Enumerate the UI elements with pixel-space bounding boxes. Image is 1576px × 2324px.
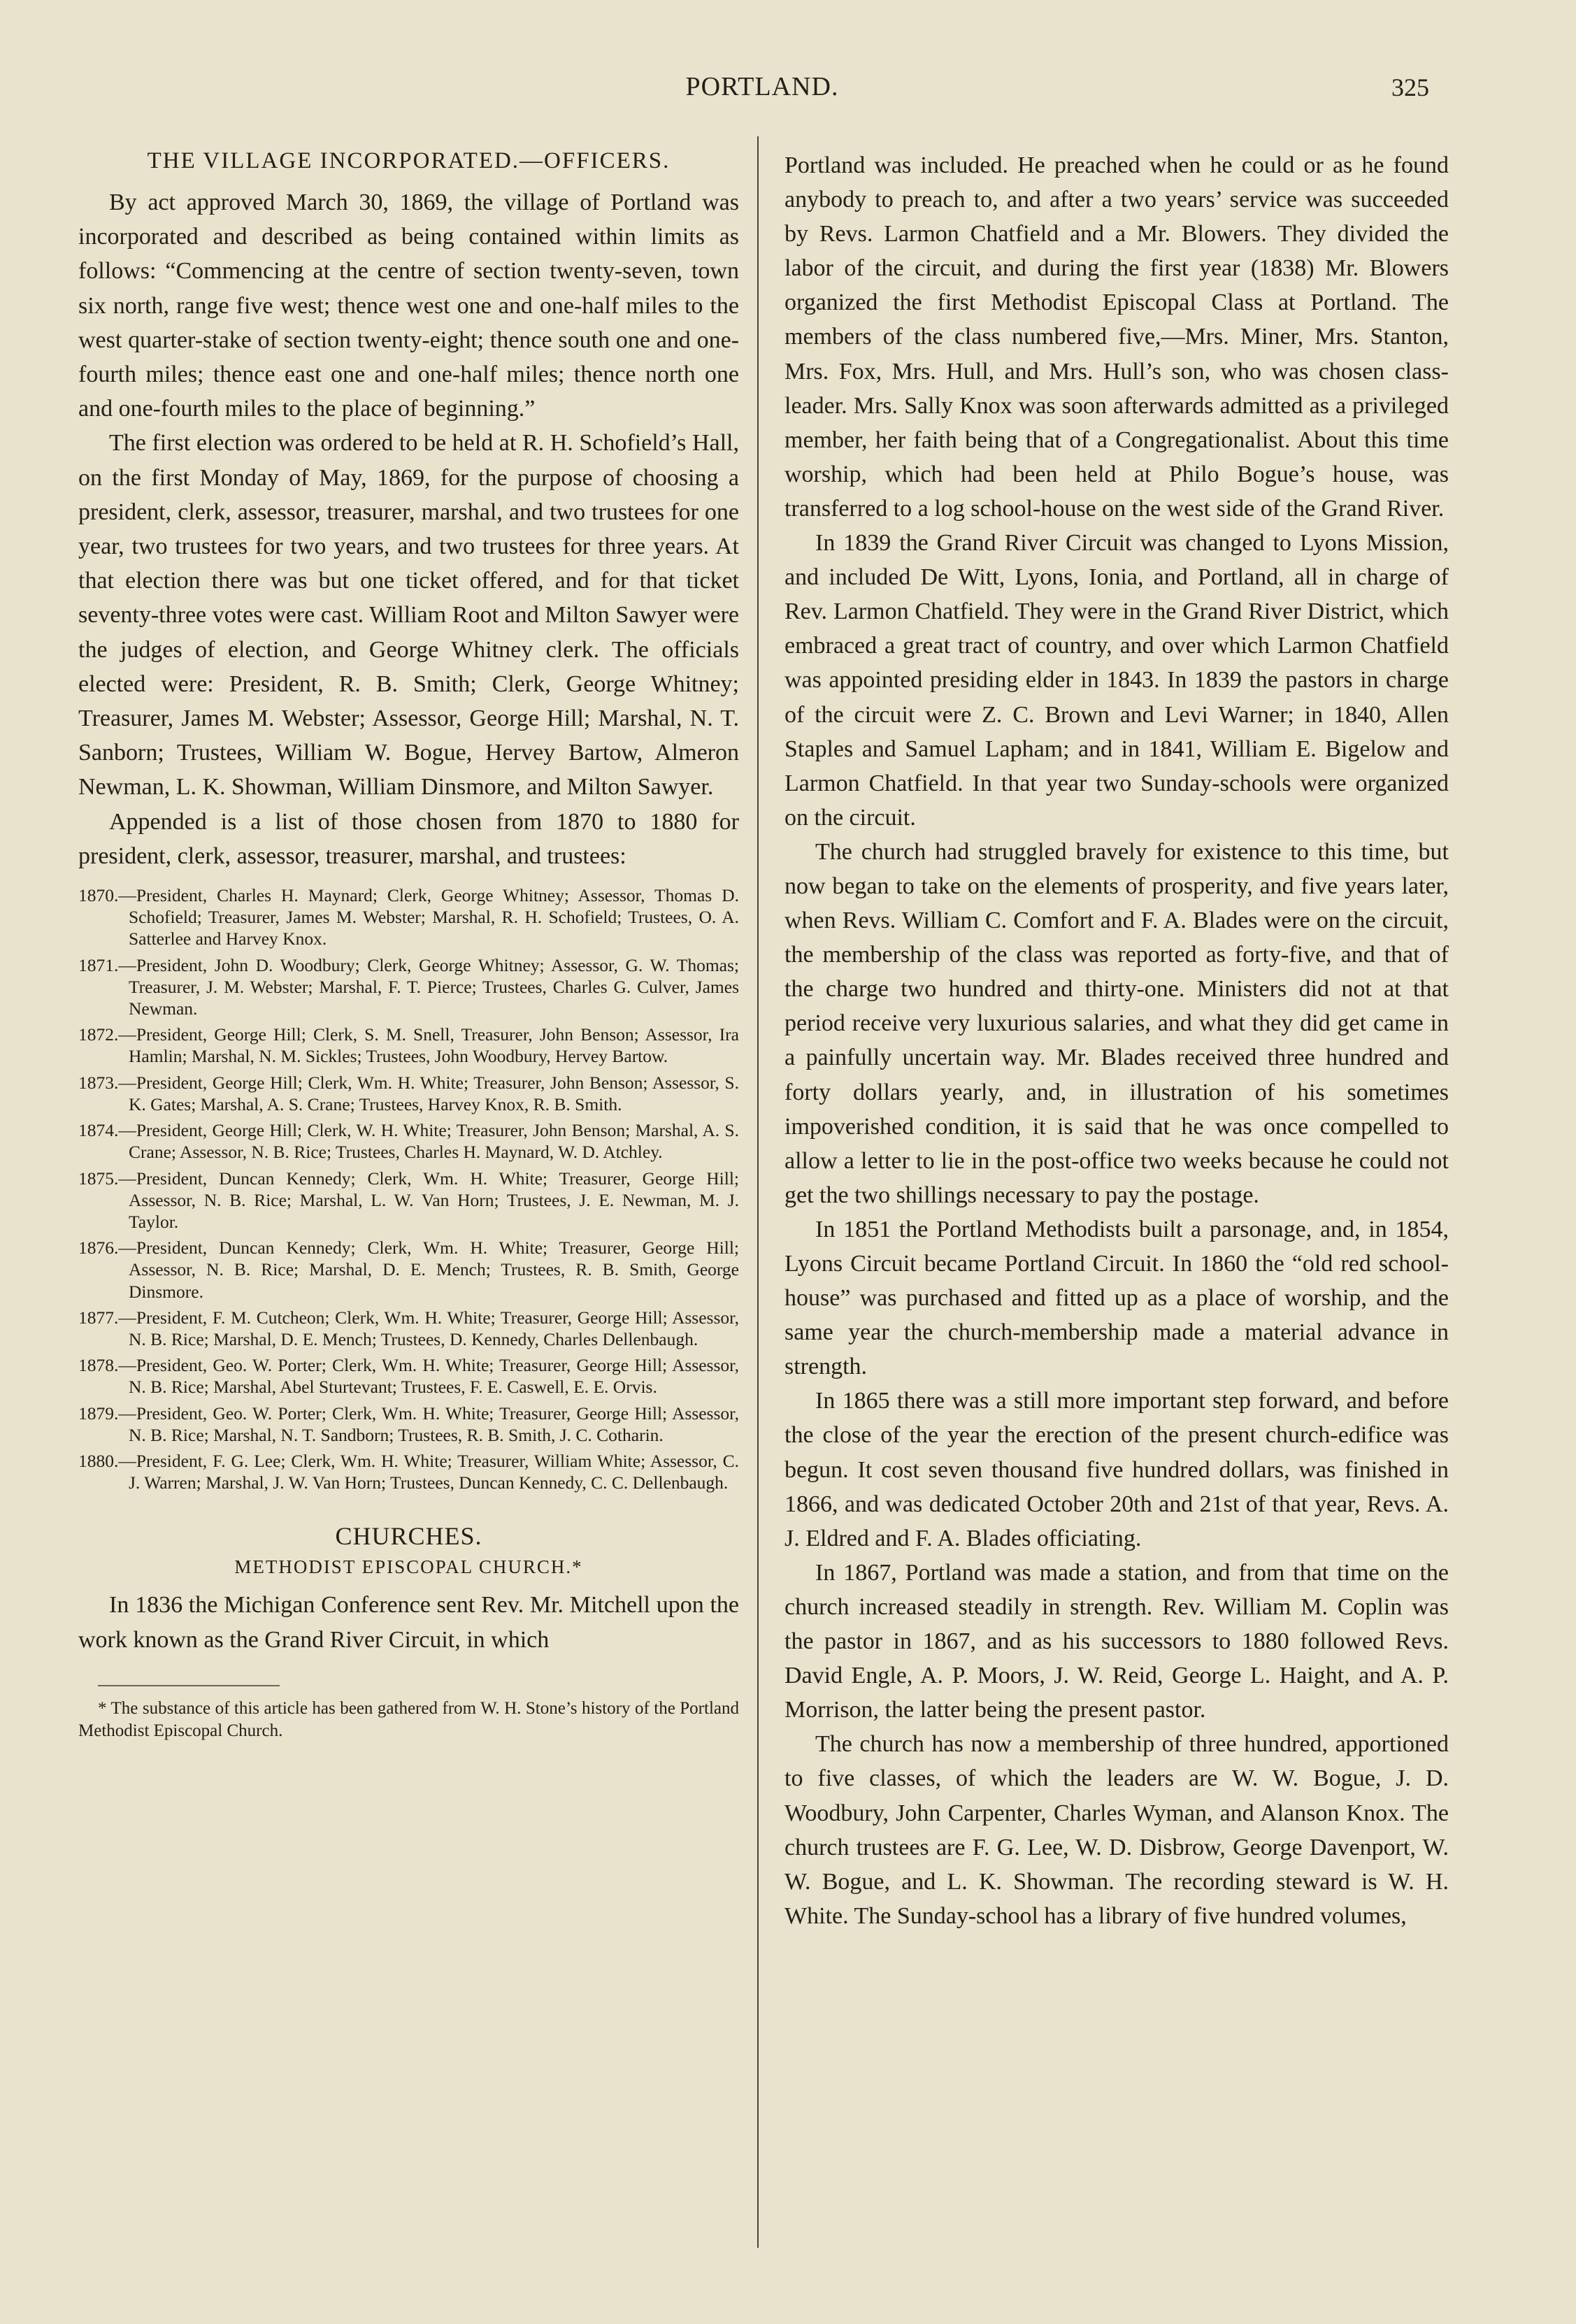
right-column [785,148,1449,1933]
officer-list [78,884,739,1493]
paragraph: In 1836 the Michigan Conference sent Rev. Mr. Mitchell upon the work known as the Grand River Circuit, in which [78,1592,739,1653]
paragraph: Appended is a list of those chosen from 1870 to 1880 for president, clerk, assessor, treasurer, marshal, and trustees: [78,808,739,869]
churches-heading: CHURCHES. [335,1522,482,1551]
officer-entry: 1870.—President, Charles H. Maynard; Clerk, George Whitney; Assessor, Thomas D. Schofield; Treasurer, James M. Webster; Marshal, R. H. Schofield; Trustees, O. A. Satterlee and Harvey Knox. [78,885,739,949]
officer-entry: 1871.—President, John D. Woodbury; Clerk, George Whitney; Assessor, G. W. Thomas; Treasurer, J. M. Webster; Marshal, F. T. Pierce; Trustees, Charles G. Culver, James Newman. [78,954,739,1019]
officer-entry: 1879.—President, Geo. W. Porter; Clerk, Wm. H. White; Treasurer, George Hill; Assessor, N. B. Rice; Marshal, N. T. Sandborn; Trustees, R. B. Smith, J. C. Cotharin. [78,1403,739,1445]
column-divider [757,136,759,2248]
officer-entry: 1873.—President, George Hill; Clerk, Wm. H. White; Treasurer, John Benson; Assessor, S. K. Gates; Marshal, A. S. Crane; Trustees, Harvey Knox, R. B. Smith. [78,1072,739,1114]
officer-entry: 1876.—President, Duncan Kennedy; Clerk, Wm. H. White; Treasurer, George Hill; Assessor, N. B. Rice; Marshal, D. E. Mench; Trustees, R. B. Smith, George Dinsmore. [78,1238,739,1302]
section-heading-village: THE VILLAGE INCORPORATED.—OFFICERS. [147,148,671,173]
officer-entry: 1877.—President, F. M. Cutcheon; Clerk, Wm. H. White; Treasurer, George Hill; Assessor, N. B. Rice; Marshal, D. E. Mench; Trustees, D. Kennedy, Charles Dellenbaugh. [78,1307,739,1349]
methodist-heading: METHODIST EPISCOPAL CHURCH.* [234,1556,583,1578]
officer-entry: 1874.—President, George Hill; Clerk, W. H. White; Treasurer, John Benson; Marshal, A. S. Crane; Assessor, N. B. Rice; Trustees, Charles H. Maynard, W. D. Atchley. [78,1120,739,1163]
paragraph: By act approved March 30, 1869, the village of Portland was incorporated and described as being contained within limits as follows: “Commencing at the centre of section twenty-seven, town six north, range five west; thence west one and one-half miles to the west quarter-stake of section twenty-eight; thence south one and one-fourth miles; thence east one and one-half miles; thence north one and one-fourth miles to the place of beginning.” [78,189,739,422]
officer-entry: 1878.—President, Geo. W. Porter; Clerk, Wm. H. White; Treasurer, George Hill; Assessor, N. B. Rice; Marshal, Abel Sturtevant; Trustees, F. E. Caswell, E. E. Orvis. [78,1355,739,1398]
paragraph: Portland was included. He preached when he could or as he found anybody to preach to, and after a two years’ service was succeeded by Revs. Larmon Chatfield and a Mr. Blowers. They divided the labor of the circuit, and during the first year (1838) Mr. Blowers organized the first Methodist Episcopal Class at Portland. The members of the class numbered five,—Mrs. Miner, Mrs. Stanton, Mrs. Fox, Mrs. Hull, and Mrs. Hull’s son, who was chosen class-leader. Mrs. Sally Knox was soon afterwards admitted as a privileged member, her faith being that of a Congregationalist. About this time worship, which had been held at Philo Bogue’s house, was transferred to a log school-house on the west side of the Grand River. [785,152,1449,522]
paragraph: In 1867, Portland was made a station, and from that time on the church increased steadily in strength. Rev. William M. Coplin was the pastor in 1867, and as his successors to 1880 followed Revs. David Engle, A. P. Moors, J. W. Reid, George L. Haight, and A. P. Morrison, the latter being the present pastor. [785,1559,1449,1723]
left-column [78,148,739,1742]
paragraph: The church had struggled bravely for existence to this time, but now began to take on the elements of prosperity, and five years later, when Revs. William C. Comfort and F. A. Blades were on the circuit, the membership of the class was reported as forty-five, and that of the charge two hundred and thirty-one. Ministers did not at that period receive very luxurious salaries, and what they did get came in a painfully uncertain way. Mr. Blades received three hundred and forty dollars yearly, and, in illustration of his sometimes impoverished condition, it is said that he was once compelled to allow a letter to lie in the post-office two weeks because he could not get the two shillings necessary to pay the postage. [785,838,1449,1208]
officer-entry: 1872.—President, George Hill; Clerk, S. M. Snell, Treasurer, John Benson; Assessor, Ira Hamlin; Marshal, N. M. Sickles; Trustees, John Woodbury, Hervey Bartow. [78,1024,739,1067]
officer-entry: 1875.—President, Duncan Kennedy; Clerk, Wm. H. White; Treasurer, George Hill; Assessor, N. B. Rice; Marshal, L. W. Van Horn; Trustees, J. E. Newman, M. J. Taylor. [78,1168,739,1232]
officer-entry: 1880.—President, F. G. Lee; Clerk, Wm. H. White; Treasurer, William White; Assessor, C. J. Warren; Marshal, J. W. Van Horn; Trustees, Duncan Kennedy, C. C. Dellenbaugh. [78,1450,739,1493]
footnote: * The substance of this article has been gathered from W. H. Stone’s history of the Portland Methodist Episcopal Church. [78,1698,739,1740]
paragraph: In 1839 the Grand River Circuit was changed to Lyons Mission, and included De Witt, Lyons, Ionia, and Portland, all in charge of Rev. Larmon Chatfield. They were in the Grand River District, which embraced a great tract of country, and over which Larmon Chatfield was appointed presiding elder in 1843. In 1839 the pastors in charge of the circuit were Z. C. Brown and Levi Warner; in 1840, Allen Staples and Samuel Lapham; and in 1841, William E. Bigelow and Larmon Chatfield. In that year two Sunday-schools were organized on the circuit. [785,530,1449,831]
paragraph: In 1851 the Portland Methodists built a parsonage, and, in 1854, Lyons Circuit became Portland Circuit. In 1860 the “old red school-house” was purchased and fitted up as a place of worship, and the same year the church-membership made a material advance in strength. [785,1216,1449,1380]
running-title: PORTLAND. [685,72,839,101]
footnote-rule [98,1685,280,1686]
page-header [0,0,1576,140]
paragraph: The church has now a membership of three hundred, apportioned to five classes, of which the leaders are W. W. Bogue, J. D. Woodbury, John Carpenter, Charles Wyman, and Alanson Knox. The church trustees are F. G. Lee, W. D. Disbrow, George Davenport, W. W. Bogue, and L. K. Showman. The recording steward is W. H. White. The Sunday-school has a library of five hundred volumes, [785,1731,1449,1929]
paragraph: In 1865 there was a still more important step forward, and before the close of the year the erection of the present church-edifice was begun. It cost seven thousand five hundred dollars, was finished in 1866, and was dedicated October 20th and 21st of that year, Revs. A. J. Eldred and F. A. Blades officiating. [785,1388,1449,1551]
page-number: 325 [1391,73,1429,101]
paragraph: The first election was ordered to be held at R. H. Schofield’s Hall, on the first Monday of May, 1869, for the purpose of choosing a president, clerk, assessor, treasurer, marshal, and two trustees for one year, two trustees for two years, and two trustees for three years. At that election there was but one ticket offered, and for that ticket seventy-three votes were cast. William Root and Milton Sawyer were the judges of election, and George Whitney clerk. The officials elected were: President, R. B. Smith; Clerk, George Whitney; Treasurer, James M. Webster; Assessor, George Hill; Marshal, N. T. Sanborn; Trustees, William W. Bogue, Hervey Bartow, Almeron Newman, L. K. Showman, William Dinsmore, and Milton Sawyer. [78,430,739,801]
